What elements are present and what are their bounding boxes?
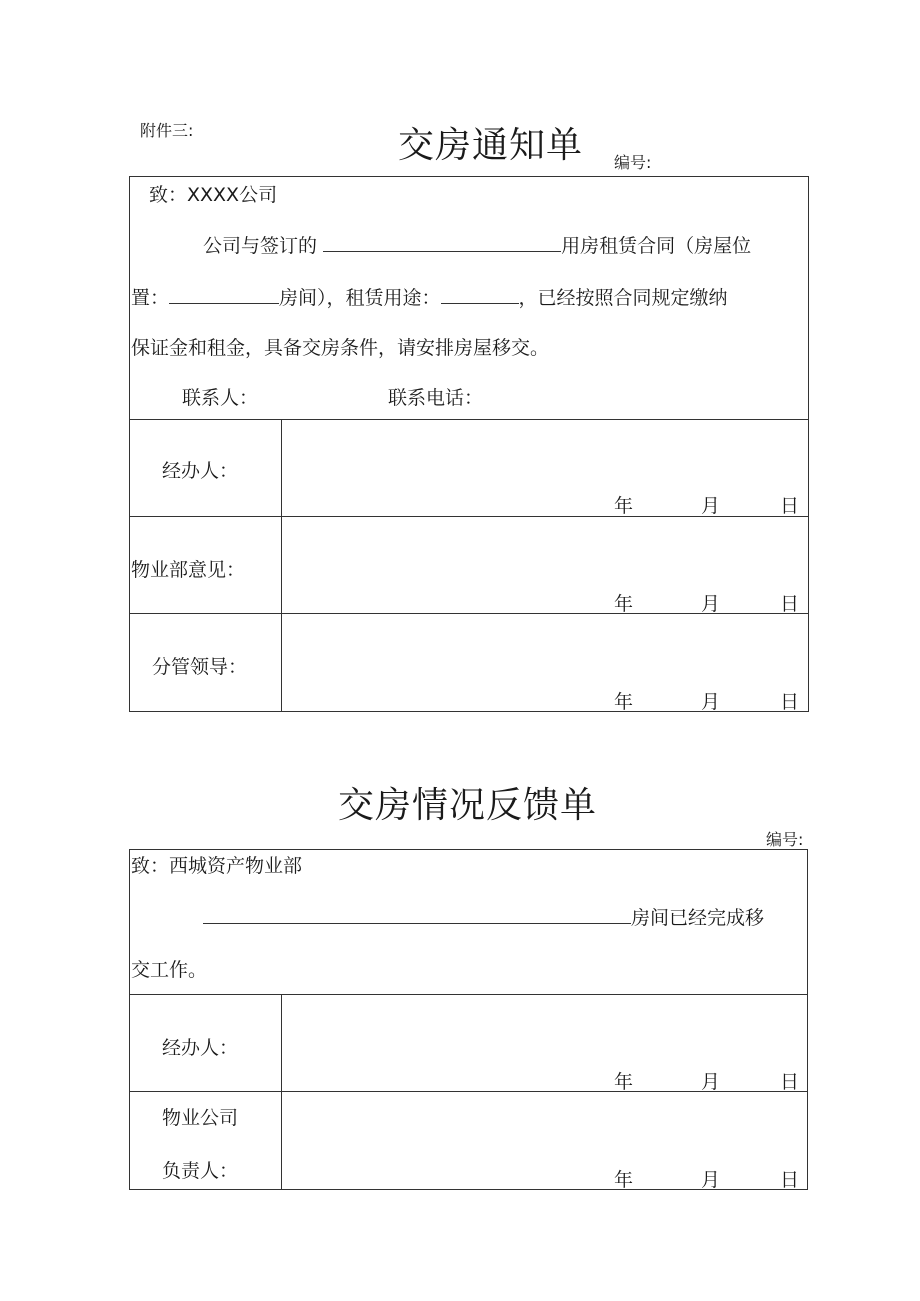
feedback-paragraph-line1 xyxy=(203,903,764,930)
para-text: 置： xyxy=(131,287,170,309)
column-divider xyxy=(281,419,282,712)
divider xyxy=(129,994,808,995)
blank-company-field[interactable] xyxy=(323,233,561,252)
date-month: 月 xyxy=(701,691,721,713)
date-day: 日 xyxy=(780,1169,800,1191)
para-text: 房间），租赁用途： xyxy=(279,287,441,309)
date-year: 年 xyxy=(614,593,634,615)
property-company-label: 物业公司 xyxy=(162,1107,239,1129)
attachment-label: 附件三: xyxy=(140,121,194,140)
para-text: 用房租赁合同（房屋位 xyxy=(561,235,752,257)
date-year: 年 xyxy=(614,691,634,713)
blank-room-field[interactable] xyxy=(169,285,279,304)
date-month: 月 xyxy=(701,495,721,517)
date-day: 日 xyxy=(780,691,800,713)
date-day: 日 xyxy=(780,495,800,517)
contact-person-label: 联系人： xyxy=(182,387,259,409)
divider xyxy=(129,419,809,420)
blank-room-field[interactable] xyxy=(203,905,631,924)
para-text: ，已经按照合同规定缴纳 xyxy=(518,287,728,309)
feedback-recipient: 致：西城资产物业部 xyxy=(131,855,303,877)
blank-usage-field[interactable] xyxy=(441,285,519,304)
notice-paragraph-line2 xyxy=(131,283,728,310)
date-month: 月 xyxy=(701,1169,721,1191)
feedback-form-box xyxy=(129,849,808,1190)
supervising-leader-label: 分管领导： xyxy=(152,656,248,678)
date-day: 日 xyxy=(780,593,800,615)
notice-title: 交房通知单 xyxy=(398,125,584,166)
para-text: 公司与签订的 xyxy=(203,235,318,257)
notice-paragraph-line1 xyxy=(203,231,751,258)
date-month: 月 xyxy=(701,1071,721,1093)
feedback-title: 交房情况反馈单 xyxy=(338,785,598,826)
date-year: 年 xyxy=(614,495,634,517)
date-year: 年 xyxy=(614,1071,634,1093)
date-year: 年 xyxy=(614,1169,634,1191)
date-month: 月 xyxy=(701,593,721,615)
date-day: 日 xyxy=(780,1071,800,1093)
notice-paragraph-line3: 保证金和租金，具备交房条件，请安排房屋移交。 xyxy=(131,337,550,359)
para-text: 房间已经完成移 xyxy=(631,907,765,929)
notice-number-label: 编号: xyxy=(614,153,652,172)
column-divider xyxy=(281,994,282,1190)
contact-phone-label: 联系电话： xyxy=(388,387,484,409)
feedback-paragraph-line2: 交工作。 xyxy=(131,959,208,981)
notice-recipient: 致：XXXX公司 xyxy=(149,184,278,206)
responsible-person-label: 负责人： xyxy=(162,1160,239,1182)
feedback-number-label: 编号: xyxy=(766,830,804,849)
handler-label: 经办人： xyxy=(162,1037,239,1059)
handler-label: 经办人： xyxy=(162,460,239,482)
property-dept-opinion-label: 物业部意见： xyxy=(131,559,246,581)
